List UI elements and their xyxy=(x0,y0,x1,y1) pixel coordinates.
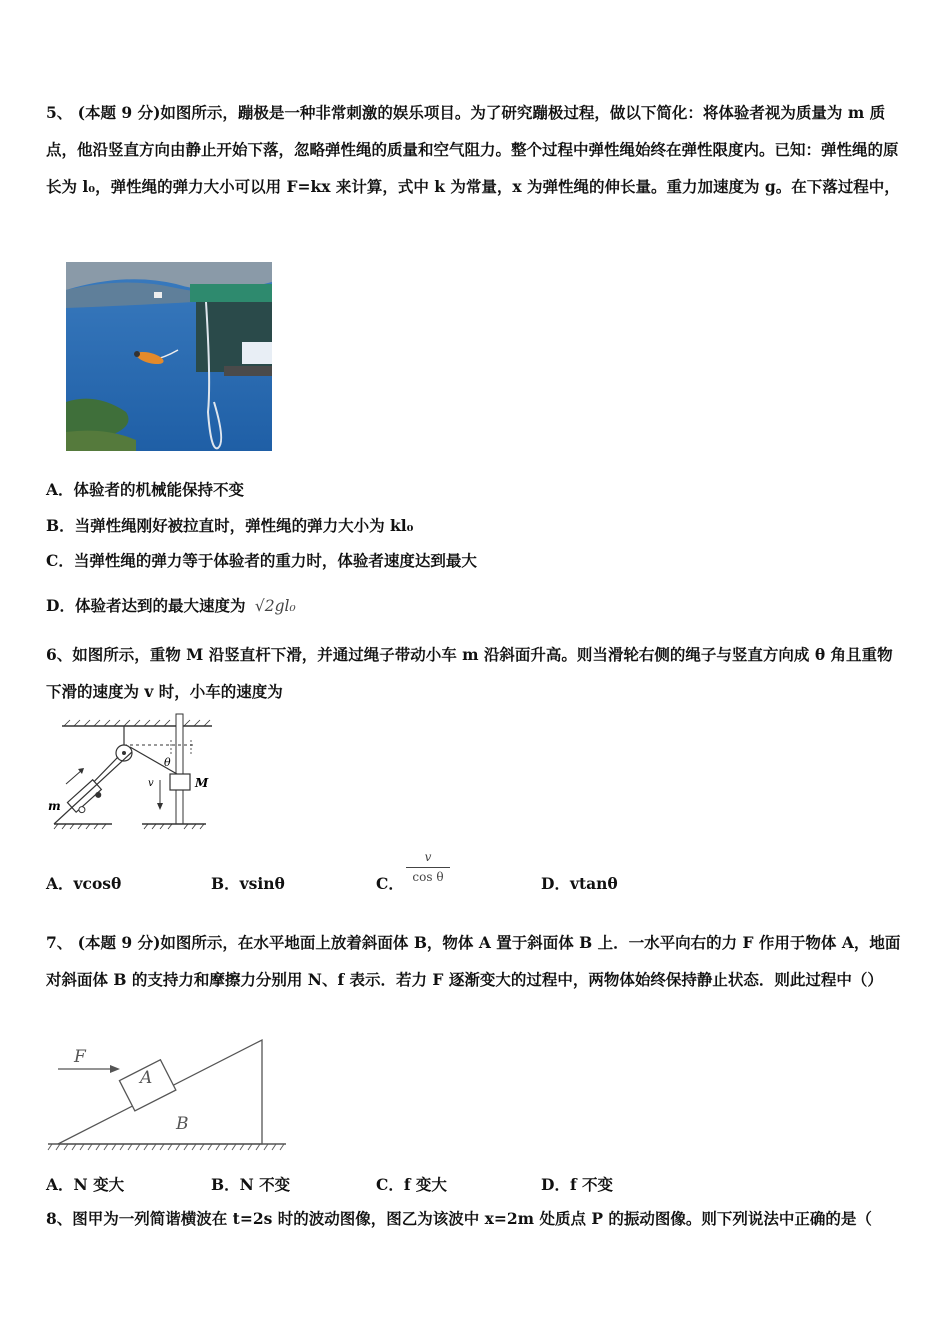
q6-option-a[interactable]: A．vcosθ xyxy=(46,874,122,893)
q6-option-c[interactable] xyxy=(376,872,404,894)
incline-figure xyxy=(44,1036,290,1156)
B-label: B xyxy=(176,1114,189,1134)
q6-option-c-label: C． xyxy=(376,874,404,893)
question-7-text: 7、 (本题 9 分)如图所示，在水平地面上放着斜面体 B，物体 A 置于斜面体 B 上．一水平向右的力 F 作用于物体 A，地面对斜面体 B 的支持力和摩擦力分别用 N、f 表示．若力 F 逐渐变大的过程中，两物体始终保持静止状态．则此过程中（） xyxy=(46,933,901,989)
F-label: F xyxy=(74,1047,86,1067)
q7-option-b[interactable]: B．N 不变 xyxy=(211,1175,291,1194)
q5-option-a[interactable]: A．体验者的机械能保持不变 xyxy=(46,480,245,499)
question-5-text: 5、 (本题 9 分)如图所示，蹦极是一种非常刺激的娱乐项目。为了研究蹦极过程，做以下简化：将体验者视为质量为 m 质点，他沿竖直方向由静止开始下落，忽略弹性绳的质量和空气阻力。整个过程中弹性绳始终在弹性限度内。已知：弹性绳的原长为 l₀，弹性绳的弹力大小可以用 F=kx 来计算，式中 k 为常量，x 为弹性绳的伸长量。重力加速度为 g。在下落过程中， xyxy=(46,103,900,196)
theta-label: θ xyxy=(164,756,171,769)
q5-option-d[interactable] xyxy=(46,594,296,616)
q6-option-d[interactable]: D．vtanθ xyxy=(541,874,618,893)
q5-option-c[interactable]: C．当弹性绳的弹力等于体验者的重力时，体验者速度达到最大 xyxy=(46,551,477,570)
q5-option-d-label: D．体验者达到的最大速度为 xyxy=(46,596,246,615)
q6-option-c-fraction xyxy=(406,850,450,884)
question-8-text: 8、图甲为一列简谐横波在 t=2s 时的波动图像，图乙为该波中 x=2m 处质点 P 的振动图像。则下列说法中正确的是（ xyxy=(46,1209,872,1228)
q5-option-b[interactable]: B．当弹性绳刚好被拉直时，弹性绳的弹力大小为 kl₀ xyxy=(46,516,414,535)
fraction-denominator: cos θ xyxy=(406,867,450,884)
q7-option-c[interactable]: C．f 变大 xyxy=(376,1175,447,1194)
pulley-figure xyxy=(44,712,214,830)
M-label: M xyxy=(195,776,209,790)
fraction-numerator: v xyxy=(424,850,432,864)
v-label: v xyxy=(148,778,154,789)
q5-option-d-formula: √2gl₀ xyxy=(254,597,296,615)
m-label: m xyxy=(48,799,61,813)
bungee-photo xyxy=(66,262,272,451)
q7-option-a[interactable]: A．N 变大 xyxy=(46,1175,125,1194)
question-6-text: 6、如图所示，重物 M 沿竖直杆下滑，并通过绳子带动小车 m 沿斜面升高。则当滑轮右侧的绳子与竖直方向成 θ 角且重物下滑的速度为 v 时，小车的速度为 xyxy=(46,645,893,701)
q7-option-d[interactable]: D．f 不变 xyxy=(541,1175,614,1194)
A-label: A xyxy=(140,1068,153,1088)
q6-option-b[interactable]: B．vsinθ xyxy=(211,874,285,893)
